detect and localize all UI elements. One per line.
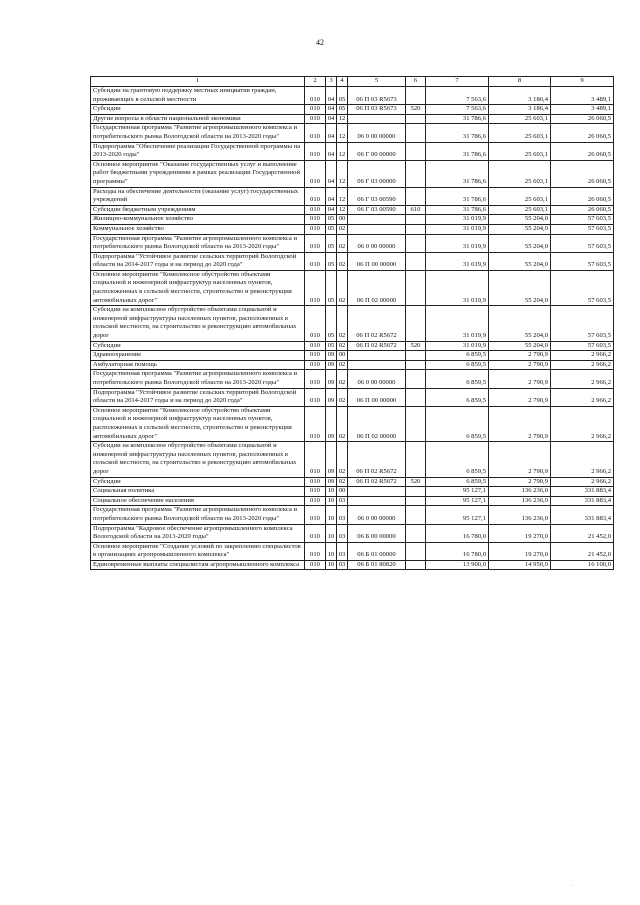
code-admin: 010 xyxy=(305,124,326,142)
column-header: 2 xyxy=(305,77,326,87)
code-admin: 010 xyxy=(305,215,326,225)
table-row xyxy=(91,506,614,524)
row-name: Субсидии xyxy=(91,341,305,351)
code-target-item: 06 Г 00 00000 xyxy=(348,142,406,160)
code-section: 04 xyxy=(326,187,337,205)
code-admin: 010 xyxy=(305,351,326,361)
amount-year-1: 31 019,9 xyxy=(426,224,489,234)
code-subsection: 03 xyxy=(337,524,348,542)
code-expense-type xyxy=(406,524,426,542)
amount-year-2: 25 603,1 xyxy=(489,205,551,215)
code-admin: 010 xyxy=(305,234,326,252)
code-expense-type xyxy=(406,224,426,234)
code-subsection: 02 xyxy=(337,370,348,388)
code-target-item: 06 Б 00 00000 xyxy=(348,524,406,542)
code-expense-type xyxy=(406,487,426,497)
table-row xyxy=(91,105,614,115)
code-admin: 010 xyxy=(305,224,326,234)
amount-year-2: 55 204,0 xyxy=(489,252,551,270)
code-expense-type: 520 xyxy=(406,105,426,115)
row-name: Расходы на обеспечение деятельности (оказание услуг) государственных учреждений xyxy=(91,187,305,205)
code-section: 10 xyxy=(326,524,337,542)
table-row xyxy=(91,252,614,270)
code-expense-type xyxy=(406,442,426,477)
row-name: Здравоохранение xyxy=(91,351,305,361)
table-row xyxy=(91,187,614,205)
row-name: Социальная политика xyxy=(91,487,305,497)
row-name: Государственная программа "Развитие агропромышленного комплекса и потребительского рынка Вологодской области на 2013-2020 годы" xyxy=(91,124,305,142)
amount-year-3: 2 966,2 xyxy=(551,351,614,361)
amount-year-3: 3 489,1 xyxy=(551,87,614,105)
amount-year-2: 25 603,1 xyxy=(489,160,551,187)
code-subsection: 02 xyxy=(337,406,348,441)
amount-year-1: 6 859,5 xyxy=(426,351,489,361)
amount-year-2: 136 236,0 xyxy=(489,487,551,497)
code-admin: 010 xyxy=(305,341,326,351)
code-section: 09 xyxy=(326,360,337,370)
amount-year-2: 55 204,0 xyxy=(489,234,551,252)
code-section: 04 xyxy=(326,142,337,160)
code-admin: 010 xyxy=(305,160,326,187)
table-row xyxy=(91,477,614,487)
row-name: Государственная программа "Развитие агропромышленного комплекса и потребительского рынка Вологодской области на 2013-2020 годы" xyxy=(91,506,305,524)
code-target-item: 06 П 02 R5672 xyxy=(348,341,406,351)
code-subsection: 12 xyxy=(337,124,348,142)
code-section: 10 xyxy=(326,487,337,497)
amount-year-3: 16 100,0 xyxy=(551,560,614,570)
table-row xyxy=(91,496,614,506)
amount-year-3: 26 060,5 xyxy=(551,187,614,205)
code-admin: 010 xyxy=(305,506,326,524)
code-expense-type: 520 xyxy=(406,477,426,487)
code-subsection: 02 xyxy=(337,252,348,270)
amount-year-2: 25 603,1 xyxy=(489,187,551,205)
code-target-item: 06 Г 03 00000 xyxy=(348,160,406,187)
column-header: 8 xyxy=(489,77,551,87)
code-subsection: 05 xyxy=(337,87,348,105)
table-row xyxy=(91,270,614,305)
code-expense-type: 610 xyxy=(406,205,426,215)
code-subsection: 12 xyxy=(337,142,348,160)
amount-year-1: 31 786,6 xyxy=(426,142,489,160)
code-expense-type xyxy=(406,388,426,406)
code-expense-type xyxy=(406,270,426,305)
amount-year-2: 2 790,9 xyxy=(489,442,551,477)
amount-year-1: 6 859,5 xyxy=(426,406,489,441)
row-name: Жилищно-коммунальное хозяйство xyxy=(91,215,305,225)
amount-year-3: 331 883,4 xyxy=(551,496,614,506)
code-admin: 010 xyxy=(305,105,326,115)
amount-year-2: 25 603,1 xyxy=(489,114,551,124)
code-target-item: 06 П 02 00000 xyxy=(348,406,406,441)
row-name: Субсидии на комплексное обустройство объектами социальной и инженерной инфраструктуры населенных пунктов, расположенных в сельской местности, на строительство и реконструкцию автомобильных дорог xyxy=(91,306,305,341)
row-name: Субсидии xyxy=(91,477,305,487)
table-row xyxy=(91,224,614,234)
amount-year-3: 26 060,5 xyxy=(551,160,614,187)
amount-year-1: 7 563,6 xyxy=(426,105,489,115)
amount-year-2: 55 204,0 xyxy=(489,224,551,234)
code-expense-type xyxy=(406,496,426,506)
code-section: 05 xyxy=(326,224,337,234)
column-header: 4 xyxy=(337,77,348,87)
amount-year-3: 57 603,5 xyxy=(551,215,614,225)
code-target-item: 06 П 03 R5673 xyxy=(348,87,406,105)
code-target-item: 06 П 00 00000 xyxy=(348,388,406,406)
amount-year-2: 19 270,0 xyxy=(489,524,551,542)
code-expense-type xyxy=(406,506,426,524)
table-header-row xyxy=(91,77,614,87)
amount-year-3: 57 603,5 xyxy=(551,306,614,341)
row-name: Основное мероприятие "Комплексное обустройство объектами социальной и инженерной инфраструктур населенных пунктов, расположенных в сельской местности, строительство и реконструкция автомобильных дорог" xyxy=(91,406,305,441)
code-admin: 010 xyxy=(305,524,326,542)
amount-year-3: 2 966,2 xyxy=(551,477,614,487)
code-expense-type xyxy=(406,142,426,160)
amount-year-1: 6 859,5 xyxy=(426,360,489,370)
row-name: Подпрограмма "Устойчивое развитие сельских территорий Вологодской области на 2014-2017 годы и на период до 2020 года" xyxy=(91,388,305,406)
code-admin: 010 xyxy=(305,87,326,105)
code-subsection: 02 xyxy=(337,306,348,341)
amount-year-1: 31 019,9 xyxy=(426,306,489,341)
amount-year-2: 2 790,9 xyxy=(489,388,551,406)
code-section: 05 xyxy=(326,215,337,225)
code-section: 10 xyxy=(326,560,337,570)
amount-year-3: 2 966,2 xyxy=(551,406,614,441)
amount-year-1: 31 019,9 xyxy=(426,234,489,252)
budget-table xyxy=(90,76,614,570)
code-admin: 010 xyxy=(305,388,326,406)
code-expense-type xyxy=(406,160,426,187)
column-header: 7 xyxy=(426,77,489,87)
table-row xyxy=(91,341,614,351)
amount-year-2: 136 236,0 xyxy=(489,506,551,524)
table-row xyxy=(91,524,614,542)
amount-year-2: 55 204,0 xyxy=(489,341,551,351)
code-target-item: 06 0 00 00000 xyxy=(348,124,406,142)
code-target-item xyxy=(348,360,406,370)
code-section: 05 xyxy=(326,306,337,341)
code-section: 05 xyxy=(326,234,337,252)
amount-year-1: 13 900,0 xyxy=(426,560,489,570)
table-row xyxy=(91,114,614,124)
code-target-item: 06 Г 03 00590 xyxy=(348,187,406,205)
amount-year-3: 57 603,5 xyxy=(551,224,614,234)
code-admin: 010 xyxy=(305,360,326,370)
code-subsection: 03 xyxy=(337,560,348,570)
code-target-item: 06 Г 03 00590 xyxy=(348,205,406,215)
code-subsection: 03 xyxy=(337,506,348,524)
amount-year-3: 331 883,4 xyxy=(551,506,614,524)
row-name: Другие вопросы в области национальной экономики xyxy=(91,114,305,124)
table-row xyxy=(91,142,614,160)
amount-year-3: 331 883,4 xyxy=(551,487,614,497)
column-header: 3 xyxy=(326,77,337,87)
code-subsection: 12 xyxy=(337,160,348,187)
amount-year-3: 2 966,2 xyxy=(551,388,614,406)
amount-year-2: 2 790,9 xyxy=(489,360,551,370)
code-subsection: 02 xyxy=(337,224,348,234)
row-name: Амбулаторная помощь xyxy=(91,360,305,370)
code-target-item xyxy=(348,114,406,124)
table-row xyxy=(91,442,614,477)
code-target-item: 06 Б 01 80820 xyxy=(348,560,406,570)
code-section: 04 xyxy=(326,205,337,215)
amount-year-1: 16 780,0 xyxy=(426,542,489,560)
amount-year-1: 31 786,6 xyxy=(426,187,489,205)
code-expense-type xyxy=(406,187,426,205)
code-section: 04 xyxy=(326,124,337,142)
code-section: 05 xyxy=(326,270,337,305)
code-target-item: 06 П 02 00000 xyxy=(348,270,406,305)
amount-year-1: 95 127,1 xyxy=(426,487,489,497)
code-admin: 010 xyxy=(305,542,326,560)
code-section: 09 xyxy=(326,370,337,388)
code-section: 04 xyxy=(326,105,337,115)
row-name: Субсидии на комплексное обустройство объектами социальной и инженерной инфраструктуры населенных пунктов, расположенных в сельской местности, на строительство и реконструкцию автомобильных дорог xyxy=(91,442,305,477)
code-admin: 010 xyxy=(305,142,326,160)
amount-year-3: 21 452,0 xyxy=(551,542,614,560)
column-header: 9 xyxy=(551,77,614,87)
table-row xyxy=(91,215,614,225)
amount-year-1: 16 780,0 xyxy=(426,524,489,542)
code-target-item: 06 П 03 R5673 xyxy=(348,105,406,115)
code-admin: 010 xyxy=(305,406,326,441)
row-name: Субсидии бюджетным учреждениям xyxy=(91,205,305,215)
amount-year-1: 7 563,6 xyxy=(426,87,489,105)
amount-year-1: 6 859,5 xyxy=(426,370,489,388)
amount-year-1: 31 019,9 xyxy=(426,341,489,351)
code-subsection: 02 xyxy=(337,360,348,370)
code-subsection: 12 xyxy=(337,187,348,205)
amount-year-2: 25 603,1 xyxy=(489,124,551,142)
amount-year-3: 3 489,1 xyxy=(551,105,614,115)
amount-year-3: 57 603,5 xyxy=(551,234,614,252)
row-name: Подпрограмма "Кадровое обеспечение агропромышленного комплекса Вологодской области на 2013-2020 годы" xyxy=(91,524,305,542)
code-expense-type xyxy=(406,114,426,124)
amount-year-1: 6 859,5 xyxy=(426,388,489,406)
column-header: 6 xyxy=(406,77,426,87)
code-admin: 010 xyxy=(305,270,326,305)
row-name: Субсидии на грантовую поддержку местных инициатив граждан, проживающих в сельской местности xyxy=(91,87,305,105)
code-section: 10 xyxy=(326,542,337,560)
code-admin: 010 xyxy=(305,187,326,205)
code-target-item: 06 П 00 00000 xyxy=(348,252,406,270)
code-subsection: 02 xyxy=(337,341,348,351)
code-target-item: 06 П 02 R5672 xyxy=(348,477,406,487)
amount-year-2: 2 790,9 xyxy=(489,351,551,361)
code-subsection: 02 xyxy=(337,388,348,406)
code-section: 05 xyxy=(326,252,337,270)
row-name: Государственная программа "Развитие агропромышленного комплекса и потребительского рынка Вологодской области на 2013-2020 годы" xyxy=(91,234,305,252)
row-name: Основное мероприятие "Создание условий по закреплению специалистов в организациях агропромышленного комплекса" xyxy=(91,542,305,560)
amount-year-2: 2 790,9 xyxy=(489,477,551,487)
code-expense-type xyxy=(406,560,426,570)
code-subsection: 00 xyxy=(337,351,348,361)
code-expense-type xyxy=(406,360,426,370)
table-row xyxy=(91,560,614,570)
page-number: 42 xyxy=(316,38,324,47)
code-section: 10 xyxy=(326,496,337,506)
amount-year-1: 31 786,6 xyxy=(426,124,489,142)
code-section: 09 xyxy=(326,477,337,487)
code-expense-type xyxy=(406,306,426,341)
code-target-item: 06 П 02 R5672 xyxy=(348,306,406,341)
code-expense-type xyxy=(406,370,426,388)
table-row xyxy=(91,160,614,187)
code-subsection: 12 xyxy=(337,114,348,124)
amount-year-1: 95 127,1 xyxy=(426,496,489,506)
table-body xyxy=(91,87,614,570)
amount-year-3: 57 603,5 xyxy=(551,252,614,270)
amount-year-1: 31 786,6 xyxy=(426,114,489,124)
code-subsection: 02 xyxy=(337,234,348,252)
table-row xyxy=(91,406,614,441)
code-section: 09 xyxy=(326,442,337,477)
column-header: 1 xyxy=(91,77,305,87)
amount-year-2: 14 950,0 xyxy=(489,560,551,570)
amount-year-2: 3 186,4 xyxy=(489,87,551,105)
code-admin: 010 xyxy=(305,205,326,215)
code-subsection: 02 xyxy=(337,270,348,305)
code-expense-type: 520 xyxy=(406,341,426,351)
amount-year-2: 55 204,0 xyxy=(489,270,551,305)
code-admin: 010 xyxy=(305,252,326,270)
code-subsection: 02 xyxy=(337,442,348,477)
amount-year-1: 95 127,1 xyxy=(426,506,489,524)
amount-year-1: 31 019,9 xyxy=(426,252,489,270)
amount-year-2: 55 204,0 xyxy=(489,306,551,341)
code-target-item xyxy=(348,487,406,497)
code-expense-type xyxy=(406,351,426,361)
amount-year-2: 19 270,0 xyxy=(489,542,551,560)
amount-year-2: 2 790,9 xyxy=(489,370,551,388)
table-row xyxy=(91,87,614,105)
code-section: 04 xyxy=(326,114,337,124)
row-name: Подпрограмма "Обеспечение реализации Государственной программы на 2013-2020 годы" xyxy=(91,142,305,160)
amount-year-1: 31 786,6 xyxy=(426,205,489,215)
amount-year-3: 21 452,0 xyxy=(551,524,614,542)
code-admin: 010 xyxy=(305,560,326,570)
table-row xyxy=(91,351,614,361)
table-row xyxy=(91,306,614,341)
code-target-item xyxy=(348,351,406,361)
amount-year-3: 57 603,5 xyxy=(551,270,614,305)
table-row xyxy=(91,487,614,497)
amount-year-1: 6 859,5 xyxy=(426,442,489,477)
code-admin: 010 xyxy=(305,487,326,497)
table-row xyxy=(91,370,614,388)
amount-year-2: 136 236,0 xyxy=(489,496,551,506)
table-row xyxy=(91,205,614,215)
row-name: Субсидии xyxy=(91,105,305,115)
code-section: 09 xyxy=(326,351,337,361)
amount-year-3: 26 060,5 xyxy=(551,124,614,142)
code-target-item xyxy=(348,496,406,506)
table-row xyxy=(91,542,614,560)
code-admin: 010 xyxy=(305,114,326,124)
code-target-item: 06 0 00 00000 xyxy=(348,506,406,524)
code-subsection: 02 xyxy=(337,477,348,487)
row-name: Социальное обеспечение населения xyxy=(91,496,305,506)
code-target-item xyxy=(348,224,406,234)
code-expense-type xyxy=(406,234,426,252)
amount-year-3: 26 060,5 xyxy=(551,142,614,160)
code-section: 09 xyxy=(326,388,337,406)
amount-year-2: 3 186,4 xyxy=(489,105,551,115)
amount-year-3: 26 060,5 xyxy=(551,114,614,124)
code-target-item xyxy=(348,215,406,225)
code-target-item: 06 П 02 R5672 xyxy=(348,442,406,477)
code-subsection: 03 xyxy=(337,496,348,506)
amount-year-3: 26 060,5 xyxy=(551,205,614,215)
column-header: 5 xyxy=(348,77,406,87)
amount-year-3: 2 966,2 xyxy=(551,442,614,477)
code-admin: 010 xyxy=(305,306,326,341)
row-name: Подпрограмма "Устойчивое развитие сельских территорий Вологодской области на 2014-2017 годы и на период до 2020 года" xyxy=(91,252,305,270)
amount-year-1: 31 019,9 xyxy=(426,270,489,305)
row-name: Основное мероприятие "Комплексное обустройство объектами социальной и инженерной инфраструктур населенных пунктов, расположенных в сельской местности, строительство и реконструкция автомобильных дорог" xyxy=(91,270,305,305)
code-section: 05 xyxy=(326,341,337,351)
table-row xyxy=(91,388,614,406)
code-section: 10 xyxy=(326,506,337,524)
amount-year-2: 2 790,9 xyxy=(489,406,551,441)
code-expense-type xyxy=(406,215,426,225)
code-subsection: 03 xyxy=(337,542,348,560)
table-row xyxy=(91,234,614,252)
amount-year-1: 31 019,9 xyxy=(426,215,489,225)
row-name: Единовременные выплаты специалистам агропромышленного комплекса xyxy=(91,560,305,570)
row-name: Коммунальное хозяйство xyxy=(91,224,305,234)
code-target-item: 06 Б 01 00000 xyxy=(348,542,406,560)
amount-year-2: 55 204,0 xyxy=(489,215,551,225)
code-target-item: 06 0 00 00000 xyxy=(348,234,406,252)
code-subsection: 00 xyxy=(337,215,348,225)
code-section: 04 xyxy=(326,87,337,105)
code-expense-type xyxy=(406,124,426,142)
code-admin: 010 xyxy=(305,442,326,477)
row-name: Основное мероприятие "Оказание государственных услуг и выполнение работ бюджетными учреждениями в рамках реализации Государственной программы" xyxy=(91,160,305,187)
code-admin: 010 xyxy=(305,496,326,506)
code-expense-type xyxy=(406,406,426,441)
amount-year-2: 25 603,1 xyxy=(489,142,551,160)
amount-year-1: 6 859,5 xyxy=(426,477,489,487)
amount-year-1: 31 786,6 xyxy=(426,160,489,187)
code-expense-type xyxy=(406,252,426,270)
code-admin: 010 xyxy=(305,370,326,388)
code-target-item: 06 0 00 00000 xyxy=(348,370,406,388)
row-name: Государственная программа "Развитие агропромышленного комплекса и потребительского рынка Вологодской области на 2013-2020 годы" xyxy=(91,370,305,388)
code-subsection: 00 xyxy=(337,487,348,497)
code-expense-type xyxy=(406,87,426,105)
scan-mark: · xyxy=(570,883,572,889)
amount-year-3: 57 603,5 xyxy=(551,341,614,351)
amount-year-3: 2 966,2 xyxy=(551,370,614,388)
code-expense-type xyxy=(406,542,426,560)
code-section: 09 xyxy=(326,406,337,441)
code-admin: 010 xyxy=(305,477,326,487)
code-subsection: 12 xyxy=(337,205,348,215)
code-subsection: 05 xyxy=(337,105,348,115)
code-section: 04 xyxy=(326,160,337,187)
table-row xyxy=(91,360,614,370)
table-row xyxy=(91,124,614,142)
amount-year-3: 2 966,2 xyxy=(551,360,614,370)
